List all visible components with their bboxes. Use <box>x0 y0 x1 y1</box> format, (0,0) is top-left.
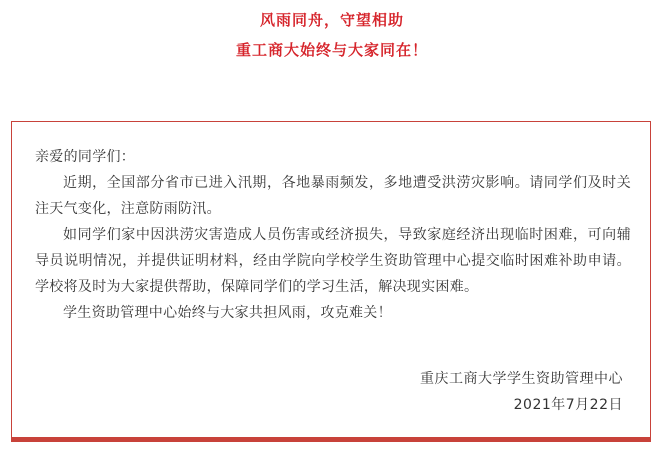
notice-card <box>11 121 651 442</box>
letter-paragraph-2: 如同学们家中因洪涝灾害造成人员伤害或经济损失，导致家庭经济出现临时困难，可向辅导员说明情况，并提供证明材料，经由学院向学校学生资助管理中心提交临时困难补助申请。学校将及时为大家提供帮助，保障同学们的学习生活，解决现实困难。 <box>35 227 631 295</box>
letter-greeting: 亲爱的同学们： <box>35 149 136 165</box>
headline-line-1: 风雨同舟，守望相助 <box>259 11 404 29</box>
letter-signature: 重庆工商大学学生资助管理中心 <box>420 371 623 387</box>
letter-date: 2021年7月22日 <box>513 397 623 413</box>
letter-paragraph-3: 学生资助管理中心始终与大家共担风雨，攻克难关！ <box>63 305 392 321</box>
letter-body <box>35 144 631 326</box>
letter-paragraph-1: 近期，全国部分省市已进入汛期，各地暴雨频发，多地遭受洪涝灾影响。请同学们及时关注天气变化，注意防雨防汛。 <box>35 175 631 217</box>
headline-line-2: 重工商大始终与大家同在！ <box>235 41 428 59</box>
